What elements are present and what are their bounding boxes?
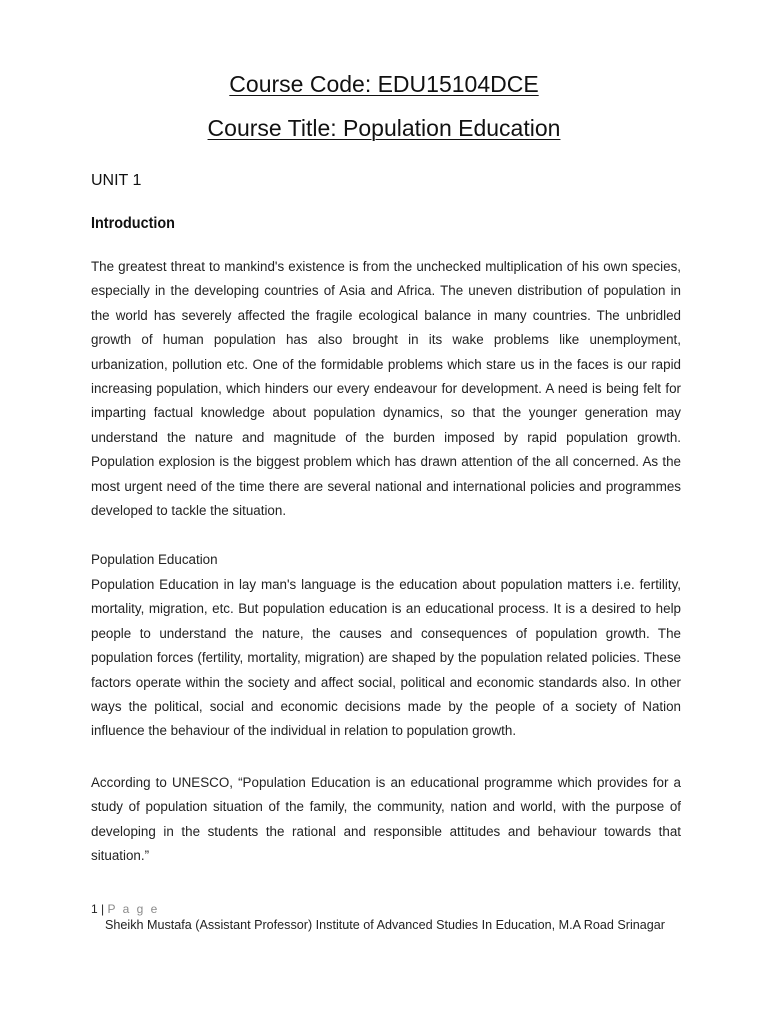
page-number: 1: [91, 902, 98, 916]
unesco-definition-paragraph: According to UNESCO, “Population Education is an educational programme which provides for a study of population situation of the family, the community, nation and world, with the purpose of developing in the students the rational and responsible attitudes and behaviour towards that situation.”: [91, 775, 681, 864]
population-education-subheading: Population Education: [91, 552, 218, 567]
unit-label: UNIT 1: [91, 172, 142, 189]
author-footer: Sheikh Mustafa (Assistant Professor) Institute of Advanced Studies In Education, M.A Road Srinagar: [104, 918, 665, 932]
course-title-heading: Course Title: Population Education: [207, 115, 561, 141]
population-education-paragraph: Population Education in lay man's language is the education about population matters i.e. fertility, mortality, migration, etc. But population education is an educational process. It is a desired to help people to understand the nature, the causes and consequences of population growth. The population forces (fertility, mortality, migration) are shaped by the population related policies. These factors operate within the society and affect social, political and economic standards also. In other ways the political, social and economic decisions made by the people of a society of Nation influence the behaviour of the individual in relation to population growth.: [91, 577, 681, 739]
page-number-footer: [91, 902, 159, 916]
course-code-heading: Course Code: EDU15104DCE: [229, 71, 539, 97]
introduction-heading: Introduction: [91, 215, 175, 232]
page-separator: |: [101, 902, 105, 916]
introduction-paragraph: The greatest threat to mankind's existence is from the unchecked multiplication of his own species, especially in the developing countries of Asia and Africa. The uneven distribution of population in the world has severely affected the fragile ecological balance in many countries. The unbridled growth of human population has also brought in its wake problems like unemployment, urbanization, pollution etc. One of the formidable problems which stare us in the faces is our rapid increasing population, which hinders our every endeavour for development. A need is being felt for imparting factual knowledge about population dynamics, so that the younger generation may understand the nature and magnitude of the burden imposed by rapid population growth. Population explosion is the biggest problem which has drawn attention of the all concerned. As the most urgent need of the time there are several national and international policies and programmes developed to tackle the situation.: [91, 259, 681, 519]
page-word: P a g e: [107, 902, 160, 916]
